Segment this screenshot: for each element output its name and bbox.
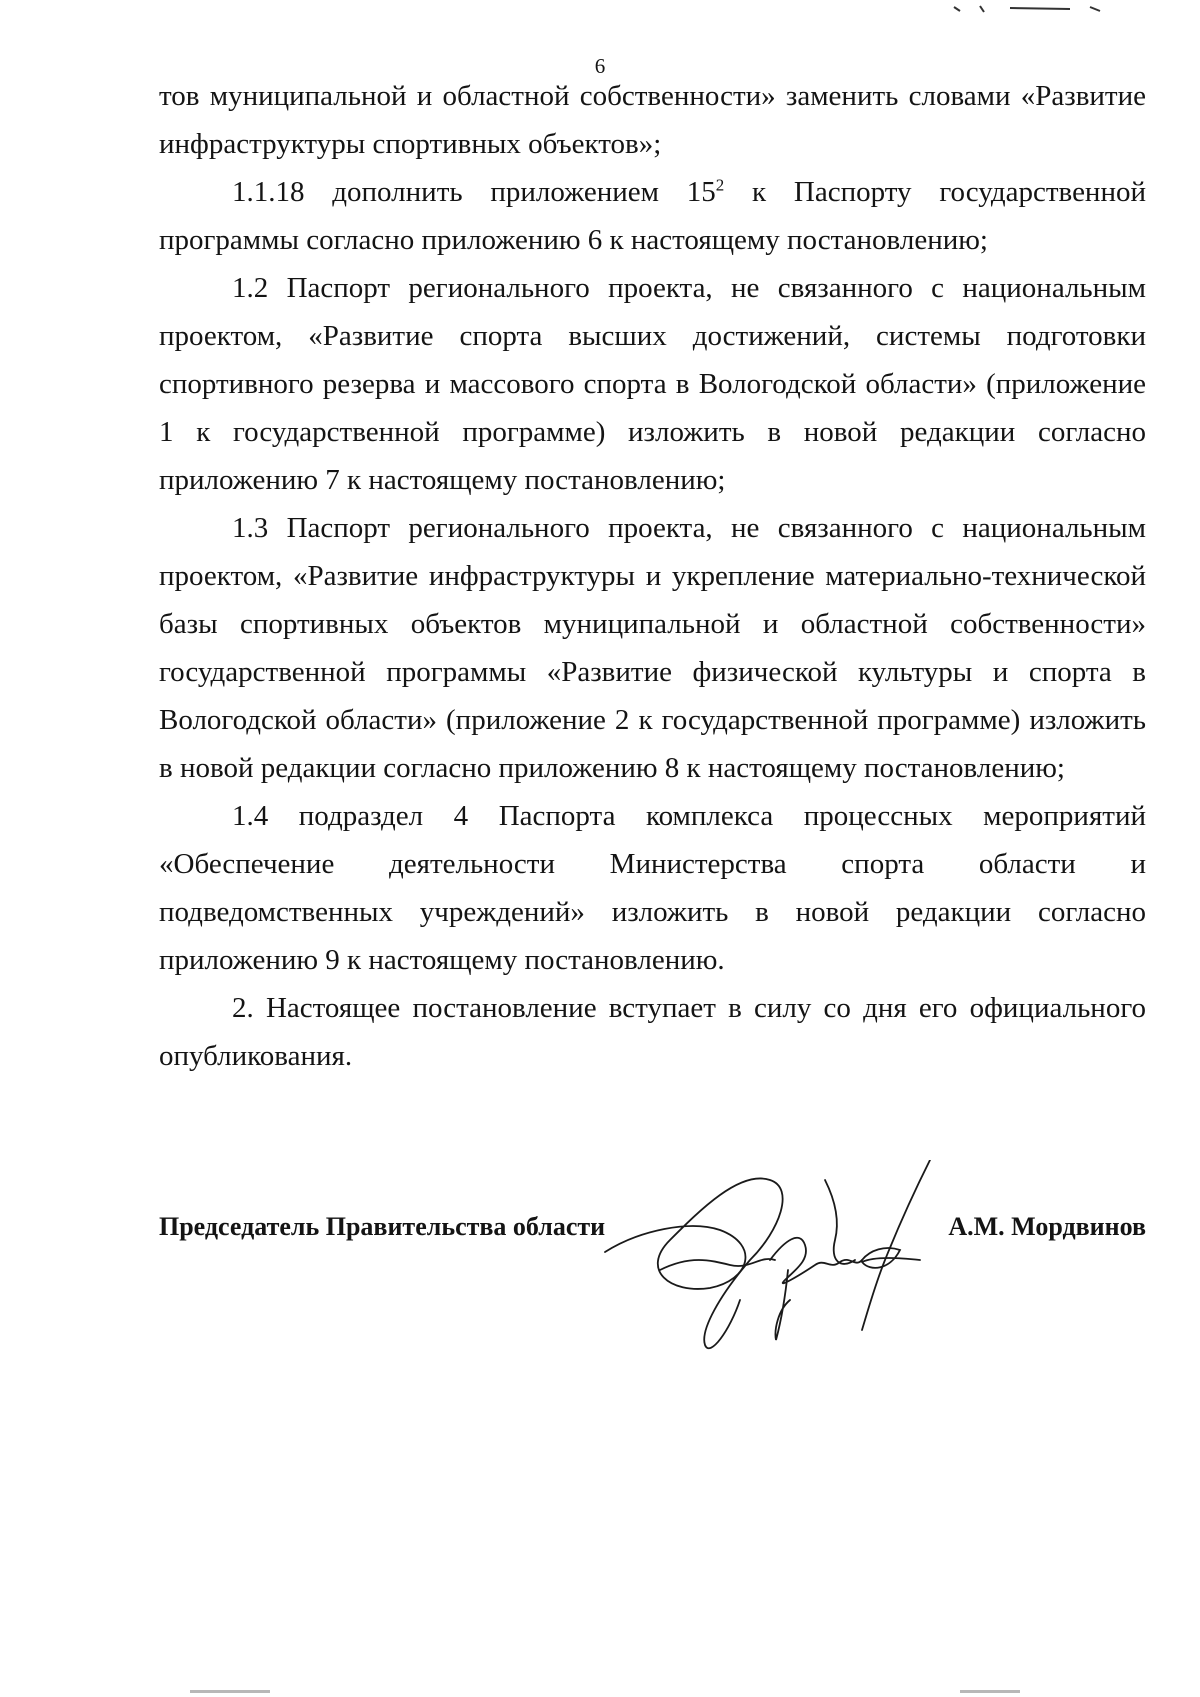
page-number: 6 [594, 54, 606, 78]
scan-artifact-bottom-left [190, 1690, 270, 1693]
paragraph-1-1-18-text: 1.1.18 дополнить приложением 15 [232, 176, 716, 208]
signatory-title: Председатель Правительства области [159, 1212, 606, 1241]
scan-artifact-bottom-right [960, 1690, 1020, 1693]
paragraph-2: 2. Настоящее постановление вступает в силу со дня его официального опубликования. [159, 992, 1146, 1072]
paragraph-1-2: 1.2 Паспорт регионального проекта, не связанного с национальным проектом, «Развитие спорта высших достижений, системы подготовки спортивного резерва и массового спорта в Вологодской области» (приложение 1 к государственной программе) изложить в новой редакции согласно приложению 7 к настоящему постановлению; [159, 272, 1146, 496]
document-body [159, 72, 1146, 1080]
paragraph-continuation: тов муниципальной и областной собственности» заменить словами «Развитие инфраструктуры спортивных объектов»; [159, 80, 1146, 160]
paragraph-1-3: 1.3 Паспорт регионального проекта, не связанного с национальным проектом, «Развитие инфраструктуры и укрепление материально-технической базы спортивных объектов муниципальной и областной собственности» государственной программы «Развитие физической культуры и спорта в Вологодской области» (приложение 2 к государственной программе) изложить в новой редакции согласно приложению 8 к настоящему постановлению; [159, 512, 1146, 784]
paragraph-1-4: 1.4 подраздел 4 Паспорта комплекса процессных мероприятий «Обеспечение деятельности Министерства спорта области и подведомственных учреждений» изложить в новой редакции согласно приложению 9 к настоящему постановлению. [159, 800, 1146, 976]
signatory-name: А.М. Мордвинов [948, 1212, 1146, 1241]
superscript: 2 [715, 175, 725, 195]
paragraph-1-1-18-text-end: к Паспорту государственной программы согласно приложению 6 к настоящему постановлению; [159, 176, 1146, 256]
paragraph-1-1-18 [159, 168, 1146, 264]
handwritten-signature [600, 1160, 970, 1360]
scan-artifact [950, 0, 1120, 8]
